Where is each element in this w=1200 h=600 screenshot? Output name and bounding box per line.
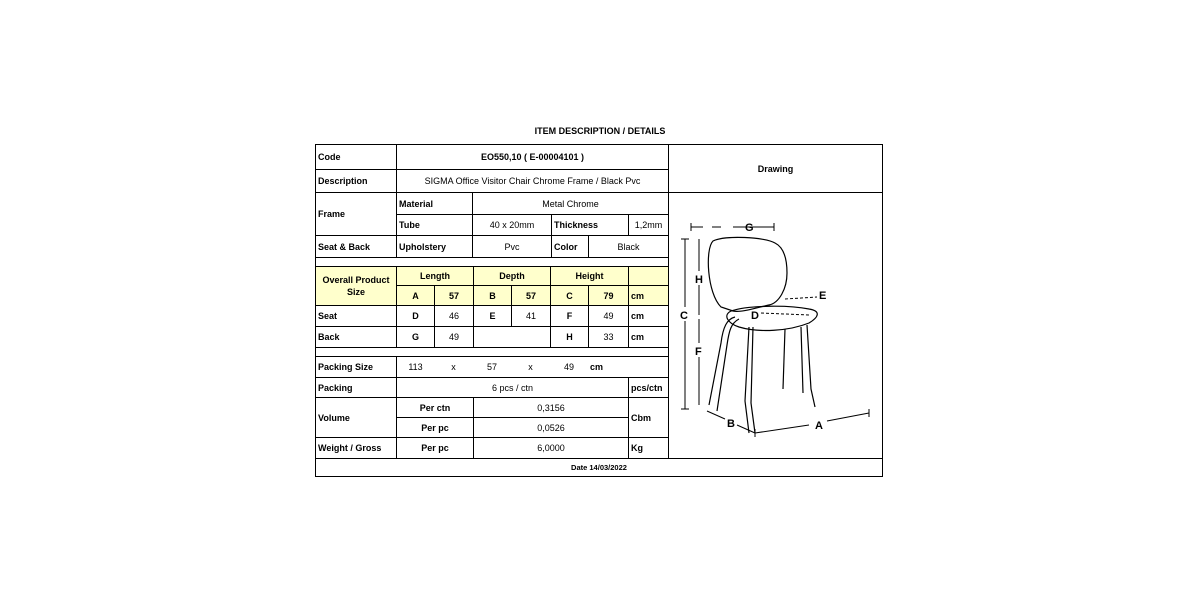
- weight-label: Weight / Gross: [316, 437, 396, 458]
- h-value: 33: [588, 326, 628, 347]
- a-dimension-line: [755, 425, 809, 433]
- tube-value: 40 x 20mm: [472, 214, 551, 235]
- depth-header: Depth: [473, 266, 550, 285]
- length-header: Length: [396, 266, 473, 285]
- chair-front-leg-left: [709, 317, 735, 405]
- back-unit: cm: [628, 326, 668, 347]
- drawing-title: Drawing: [668, 145, 882, 192]
- b-dimension-line: [707, 411, 725, 419]
- seat-back-label: Seat & Back: [316, 235, 396, 257]
- g-value: 49: [434, 326, 473, 347]
- date-footer: Date 14/03/2022: [316, 458, 882, 476]
- description-label: Description: [316, 169, 396, 192]
- color-value: Black: [588, 235, 668, 257]
- b-label: B: [473, 285, 511, 305]
- c-label: C: [680, 310, 688, 322]
- packing-unit: pcs/ctn: [628, 377, 668, 397]
- weight-value: 6,0000: [473, 437, 628, 458]
- chair-seat: [727, 306, 817, 330]
- packing-label: Packing: [316, 377, 396, 397]
- g-label: G: [396, 326, 434, 347]
- d-dimension-line: [761, 313, 809, 315]
- weight-unit: Kg: [628, 437, 668, 458]
- chair-rear-leg: [807, 325, 815, 407]
- d-label: D: [751, 310, 759, 322]
- per-pc-label: Per pc: [396, 417, 473, 437]
- a-label: A: [815, 420, 823, 432]
- chair-backrest: [708, 237, 787, 311]
- weight-per-pc-label: Per pc: [396, 437, 473, 458]
- e-label: E: [473, 305, 511, 326]
- thickness-label: Thickness: [551, 214, 628, 235]
- code-label: Code: [318, 152, 341, 162]
- h-label: H: [695, 274, 703, 286]
- spec-sheet: [315, 144, 883, 477]
- material-value: Metal Chrome: [472, 192, 668, 214]
- f-label: F: [695, 346, 702, 358]
- f-label: F: [550, 305, 588, 326]
- per-ctn-value: 0,3156: [473, 397, 628, 417]
- drawing-panel: [668, 192, 882, 458]
- back-label: Back: [316, 326, 396, 347]
- e-dimension-line: [785, 297, 817, 299]
- packing-length: 113: [396, 356, 434, 377]
- page-title: ITEM DESCRIPTION / DETAILS: [534, 126, 666, 136]
- unit-header-blank: [628, 266, 668, 285]
- e-label: E: [819, 290, 827, 302]
- b-label: B: [727, 418, 735, 430]
- chair-front-leg-right: [745, 327, 749, 433]
- packing-x1: x: [434, 356, 473, 377]
- back-blank: [473, 326, 550, 347]
- chair-dimension-drawing: [669, 193, 881, 457]
- upholstery-label: Upholstery: [396, 235, 472, 257]
- volume-label: Volume: [316, 397, 396, 437]
- spacer: [316, 347, 668, 356]
- f-value: 49: [588, 305, 628, 326]
- h-label: H: [550, 326, 588, 347]
- description-value: SIGMA Office Visitor Chair Chrome Frame / Black Pvc: [396, 169, 668, 192]
- g-label: G: [745, 222, 754, 234]
- a-value: 57: [434, 285, 473, 305]
- color-label: Color: [551, 235, 588, 257]
- e-value: 41: [511, 305, 550, 326]
- d-value: 46: [434, 305, 473, 326]
- packing-depth: 57: [473, 356, 511, 377]
- b-value: 57: [511, 285, 550, 305]
- d-label: D: [396, 305, 434, 326]
- packing-size-unit: cm: [588, 356, 668, 377]
- material-label: Material: [396, 192, 472, 214]
- c-value: 79: [588, 285, 628, 305]
- upholstery-value: Pvc: [472, 235, 551, 257]
- tube-label: Tube: [396, 214, 472, 235]
- frame-label: Frame: [316, 192, 396, 235]
- packing-value: 6 pcs / ctn: [396, 377, 628, 397]
- c-label: C: [550, 285, 588, 305]
- overall-unit: cm: [628, 285, 668, 305]
- packing-size-label: Packing Size: [316, 356, 396, 377]
- height-header: Height: [550, 266, 628, 285]
- packing-height: 49: [550, 356, 588, 377]
- code-value: EO550,10 ( E-00004101 ): [396, 145, 668, 169]
- packing-x2: x: [511, 356, 550, 377]
- thickness-value: 1,2mm: [628, 214, 668, 235]
- overall-size-label: Overall Product Size: [316, 266, 396, 305]
- seat-label: Seat: [316, 305, 396, 326]
- spacer: [316, 257, 668, 266]
- volume-unit: Cbm: [628, 397, 668, 437]
- per-ctn-label: Per ctn: [396, 397, 473, 417]
- seat-unit: cm: [628, 305, 668, 326]
- per-pc-value: 0,0526: [473, 417, 628, 437]
- a-label: A: [396, 285, 434, 305]
